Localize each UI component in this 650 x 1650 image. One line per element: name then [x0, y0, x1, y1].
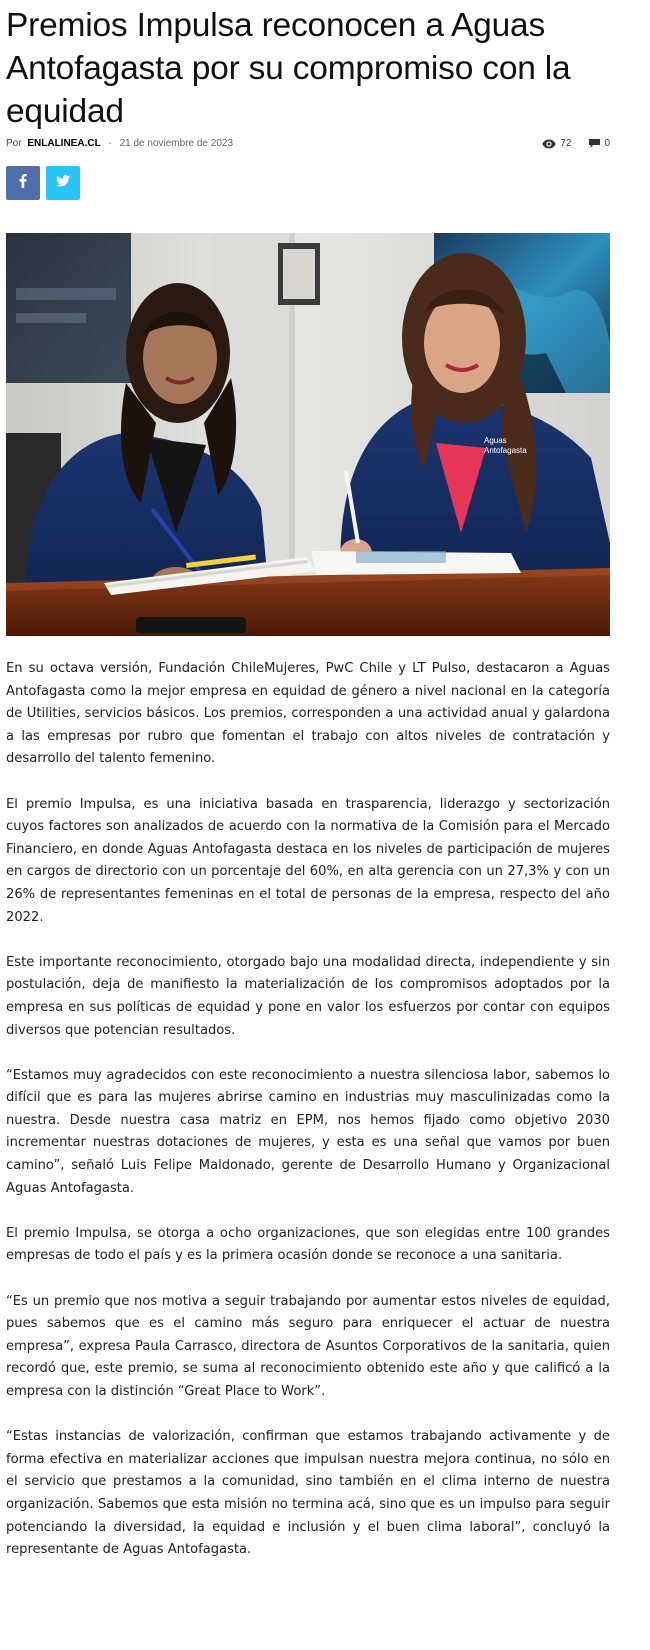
- article-paragraph: El premio Impulsa, es una iniciativa basada en trasparencia, liderazgo y sectorización cuyos factores son analizados de acuerdo con la normativa de la Comisión para el Mercado Financiero, en donde Aguas Antofagasta destaca en los niveles de participación de mujeres en cargos de directorio con un porcentaje del 60%, en alta gerencia con un 27,3% y con un 26% de representantes femeninas en el total de personas de la empresa, respecto del año 2022.: [6, 796, 610, 925]
- jacket-logo: Aguas: [484, 436, 507, 445]
- article-paragraph: En su octava versión, Fundación ChileMujeres, PwC Chile y LT Pulso, destacaron a Aguas Antofagasta como la mejor empresa en equidad de género a nivel nacional en la categoría de Utilities, servicios básicos. Los premios, corresponden a una actividad anual y galardona a las empresas por rubro que fomentan el trabajo con altos niveles de contratación y desarrollo del talento femenino.: [6, 661, 610, 767]
- facebook-share-button[interactable]: [6, 166, 40, 200]
- twitter-share-button[interactable]: [46, 166, 80, 200]
- article-paragraph: “Estamos muy agradecidos con este reconocimiento a nuestra silenciosa labor, sabemos lo difícil que es para las mujeres abrirse camino en industrias muy masculinizadas como la nuestra. Desde nuestra casa matriz en EPM, nos hemos fijado como objetivo 2030 incrementar nuestras dotaciones de mujeres, y esta es una señal que vamos por buen camino”, señaló Luis Felipe Maldonado, gerente de Desarrollo Humano y Organizacional Aguas Antofagasta.: [6, 1067, 610, 1196]
- article-paragraph: Este importante reconocimiento, otorgado bajo una modalidad directa, independiente y sin postulación, deja de manifiesto la materialización de los compromisos adoptados por la empresa en sus políticas de equidad y pone en valor los esfuerzos por contar con equipos diversos que potencian resultados.: [6, 954, 610, 1038]
- svg-text:Antofagasta: Antofagasta: [484, 446, 527, 455]
- eye-icon: [542, 139, 556, 149]
- share-buttons: [6, 166, 80, 200]
- article-body: [6, 658, 610, 1584]
- meta-separator: -: [108, 138, 112, 149]
- article-paragraph: “Es un premio que nos motiva a seguir trabajando por aumentar estos niveles de equidad, pues sabemos que es el camino más seguro para enriquecer el actuar de nuestra empresa”, expresa Paula Carrasco, directora de Asuntos Corporativos de la sanitaria, quien recordó que, este premio, se suma al reconocimiento obtenido este año y que calificó a la empresa con la distinción “Great Place to Work”.: [6, 1293, 610, 1399]
- article-paragraph: “Estas instancias de valorización, confirman que estamos trabajando activamente y de forma efectiva en materializar acciones que impulsan nuestra mejora continua, no sólo en el servicio que prestamos a la comunidad, sino también en el clima interno de nuestra organización. Sabemos que esta misión no termina acá, sino que es un impulso para seguir potenciando la diversidad, la equidad e inclusión y el buen clima laboral”, concluyó la representante de Aguas Antofagasta.: [6, 1429, 610, 1558]
- author-link[interactable]: ENLALINEA.CL: [27, 138, 101, 149]
- publish-date: 21 de noviembre de 2023: [119, 138, 234, 149]
- article: [6, 0, 610, 1558]
- comment-icon[interactable]: [589, 139, 600, 148]
- article-title: Premios Impulsa reconocen a Aguas Antofagasta por su compromiso con la equidad: [6, 7, 571, 130]
- article-paragraph: El premio Impulsa, se otorga a ocho organizaciones, que son elegidas entre 100 grandes empresas de todo el país y es la primera ocasión donde se reconoce a una sanitaria.: [6, 1225, 610, 1264]
- byline-label: Por: [6, 138, 22, 149]
- article-meta: [6, 138, 610, 154]
- comment-count[interactable]: 0: [604, 138, 610, 149]
- article-photo: [6, 233, 610, 636]
- twitter-icon: [56, 174, 70, 192]
- view-count: 72: [560, 138, 572, 149]
- facebook-icon: [19, 174, 27, 193]
- article-stats: [542, 138, 610, 149]
